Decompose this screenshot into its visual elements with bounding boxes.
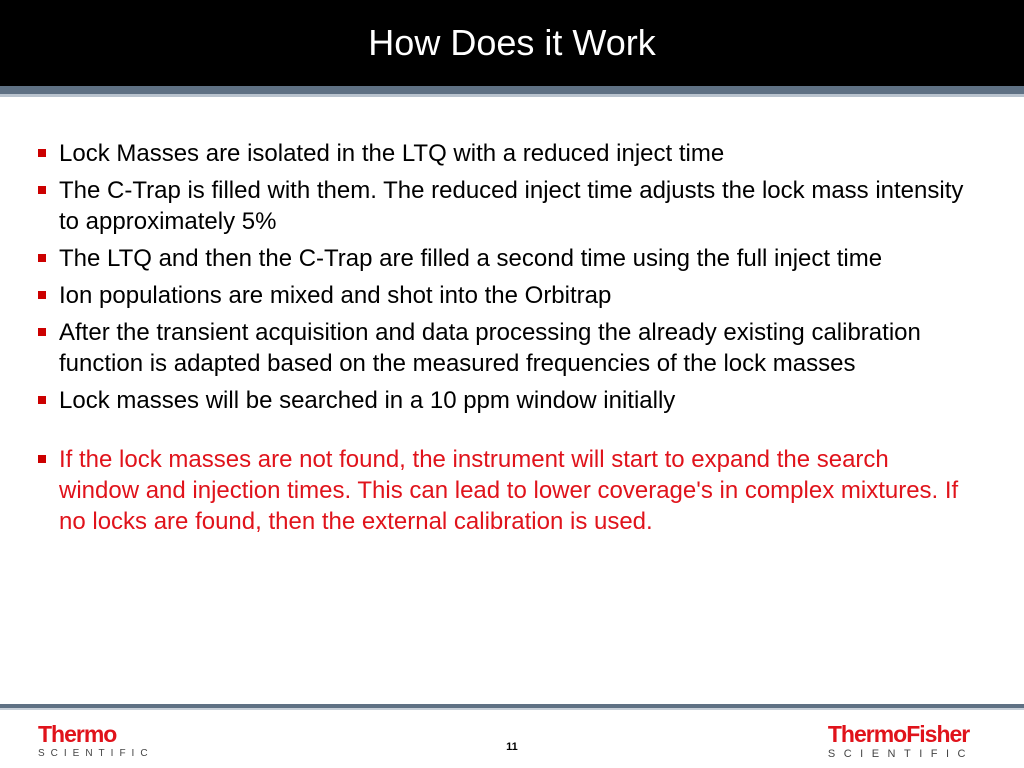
bullet-item [38,385,968,416]
slide-title: How Does it Work [368,22,656,63]
footer-divider-thin [0,708,1024,710]
page-number: 11 [506,741,518,753]
bullet-square-icon [38,291,46,299]
bullet-item [38,175,968,237]
bullet-item [38,317,968,379]
bullet-text: Ion populations are mixed and shot into the Orbitrap [59,282,612,309]
bullet-text: After the transient acquisition and data processing the already existing calibration function is adapted based on the measured frequencies of the lock masses [59,319,921,377]
bullet-item [38,243,968,274]
bullet-square-icon [38,149,46,157]
logo-brand: Thermo [38,721,117,747]
logo-subtitle: SCIENTIFIC [38,748,154,759]
bullet-text: If the lock masses are not found, the instrument will start to expand the search window and injection times. This can lead to lower coverage's in complex mixtures. If no locks are found, then the external calibration is used. [59,446,959,535]
bullet-text: The C-Trap is filled with them. The reduced inject time adjusts the lock mass intensity to approximately 5% [59,177,964,235]
bullet-item [38,280,968,311]
bullet-text: Lock masses will be searched in a 10 ppm window initially [59,387,676,414]
bullet-square-icon [38,455,46,463]
bullet-item [38,138,968,169]
title-divider [0,86,1024,94]
thermo-fisher-scientific-logo [828,722,974,760]
bullet-list [38,138,968,543]
logo-subtitle: SCIENTIFIC [827,748,974,760]
bullet-item-warning [38,444,968,537]
title-divider-thin [0,94,1024,97]
bullet-square-icon [38,254,46,262]
bullet-square-icon [38,328,46,336]
bullet-text: The LTQ and then the C-Trap are filled a second time using the full inject time [59,245,883,272]
bullet-text: Lock Masses are isolated in the LTQ with a reduced inject time [59,140,725,167]
bullet-square-icon [38,396,46,404]
bullet-square-icon [38,186,46,194]
logo-brand: ThermoFisher [827,721,970,747]
